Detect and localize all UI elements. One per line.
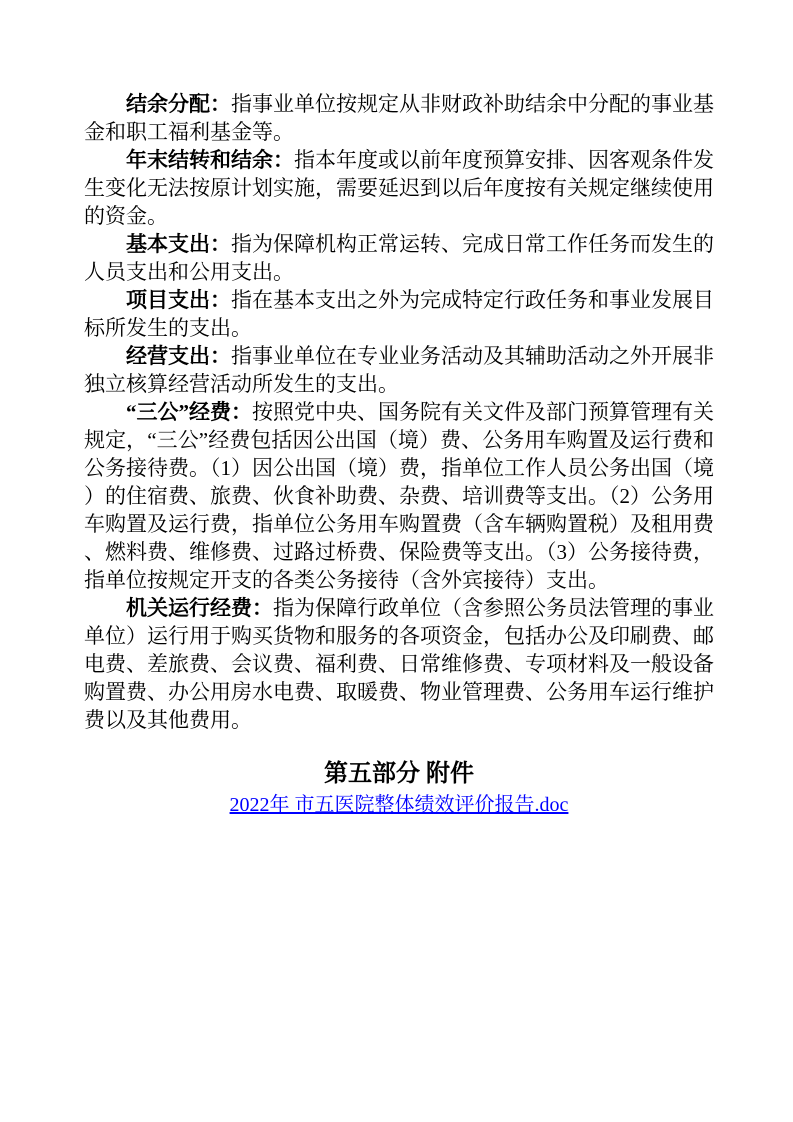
definition-paragraph-nianmojiezhuan — [84, 146, 714, 230]
definition-text: 指事业单位在专业业务活动及其辅助活动之外开展非独立核算经营活动所发生的支出。 — [84, 344, 714, 396]
definition-text: 按照党中央、国务院有关文件及部门预算管理有关规定，“三公”经费包括因公出国（境）费、公务用车购置及运行费和公务接待费。（1）因公出国（境）费，指单位工作人员公务出国（境）的住宿费、旅费、伙食补助费、杂费、培训费等支出。（2）公务用车购置及运行费，指单位公务用车购置费（含车辆购置税）及租用费、燃料费、维修费、过路过桥费、保险费等支出。（3）公务接待费，指单位按规定开支的各类公务接待（含外宾接待）支出。 — [84, 400, 714, 592]
definition-text: 指在基本支出之外为完成特定行政任务和事业发展目标所发生的支出。 — [84, 288, 714, 340]
attachment-doc-link[interactable]: 2022年 市五医院整体绩效评价报告.doc — [229, 794, 569, 816]
definition-term: 年末结转和结余： — [126, 148, 294, 172]
definition-term: 结余分配： — [126, 92, 231, 116]
definition-paragraph-jiguanyunxing — [84, 594, 714, 734]
definition-paragraph-jingyingzhichu — [84, 342, 714, 398]
attachment-link-row — [84, 792, 714, 818]
definition-paragraph-jibenzhichu — [84, 230, 714, 286]
definition-term: 基本支出： — [126, 232, 231, 256]
definition-paragraph-sangongjingfei — [84, 398, 714, 594]
definition-term: “三公”经费： — [126, 400, 252, 424]
definition-text: 指为保障行政单位（含参照公务员法管理的事业单位）运行用于购买货物和服务的各项资金，包括办公及印刷费、邮电费、差旅费、会议费、福利费、日常维修费、专项材料及一般设备购置费、办公用房水电费、取暖费、物业管理费、公务用车运行维护费以及其他费用。 — [84, 596, 714, 732]
definition-term: 经营支出： — [126, 344, 231, 368]
definition-term: 项目支出： — [126, 288, 231, 312]
definition-paragraph-jieyufenpei — [84, 90, 714, 146]
definition-text: 指事业单位按规定从非财政补助结余中分配的事业基金和职工福利基金等。 — [84, 92, 714, 144]
document-body — [84, 90, 714, 818]
definition-text: 指本年度或以前年度预算安排、因客观条件发生变化无法按原计划实施，需要延迟到以后年度按有关规定继续使用的资金。 — [84, 148, 714, 228]
section-title-part-five: 第五部分 附件 — [324, 761, 474, 787]
definition-term: 机关运行经费： — [126, 596, 273, 620]
definition-paragraph-xiangmuzhichu — [84, 286, 714, 342]
definition-text: 指为保障机构正常运转、完成日常工作任务而发生的人员支出和公用支出。 — [84, 232, 714, 284]
